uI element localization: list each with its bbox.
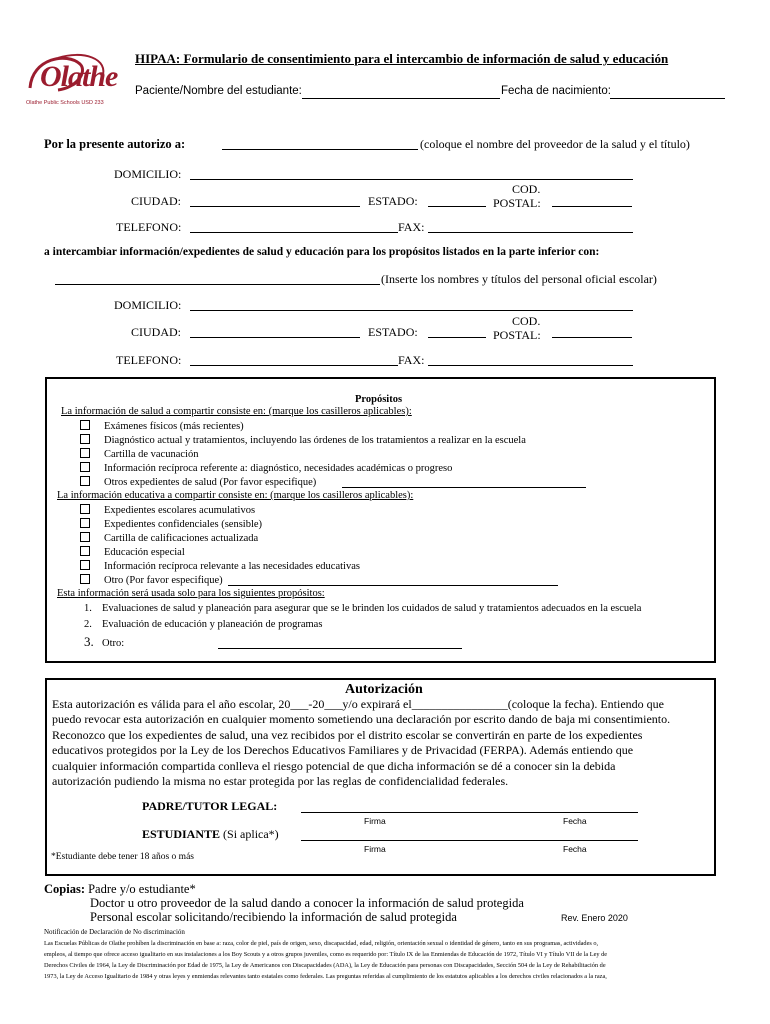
dob-label: Fecha de nacimiento: [501, 85, 611, 97]
health-checkbox-other[interactable] [80, 476, 90, 486]
copies-item: Doctor u otro proveedor de la salud dando a conocer la información de salud protegida [90, 896, 524, 910]
copies-section: Copias: Padre y/o estudiante* [44, 882, 196, 896]
health-item: Información recíproca referente a: diagnóstico, necesidades académicas o progreso [80, 462, 452, 474]
school-official-field[interactable] [55, 284, 380, 285]
nondiscrimination-text: Las Escuelas Públicas de Olathe prohíben la discriminación en base a: raza, color de piel, país de origen, sexo, discapacidad, edad, religión, orientación sexual o identidad de género, tanto en sus programas, actividades o, empleos, al tiempo que ofrece acceso igualitario en sus instalaciones a los Boy Scouts y a otros grupos juveniles, como es requerido por: Título IX de las Enmiendas de Educación de 1972, Título VI y Título VII de la Ley de Derechos Civiles de 1964, la Ley de Discriminación por Edad de 1975, la Ley de Americanos con Discapacidades (ADA), la Ley de Educación para personas con Discapacidades, Sección 504 de la Ley de Rehabilitación de 1973, la Ley de Acceso Igualitario de 1984 y otras leyes y enmiendas relevantes tanto estatales como federales. Las preguntas referidas al cumplimiento de los estatutos aplicables a los derechos civiles relacionados a la raza, [44, 940, 608, 980]
student-firma-caption: Firma [364, 844, 386, 854]
use-item: 2. Evaluación de educación y planeación de programas [84, 619, 323, 630]
provider-zip-field[interactable] [552, 206, 632, 207]
provider-zip-label-2: POSTAL: [493, 196, 541, 210]
provider-state-field[interactable] [428, 206, 486, 207]
school-phone-label: TELEFONO: [116, 353, 182, 367]
edu-checkbox-confidential[interactable] [80, 518, 90, 528]
edu-checkbox-report-card[interactable] [80, 532, 90, 542]
edu-checkbox-cumulative[interactable] [80, 504, 90, 514]
health-item: Otros expedientes de salud (Por favor especifique) [80, 476, 316, 488]
school-zip-field[interactable] [552, 337, 632, 338]
provider-address-label: DOMICILIO: [114, 167, 182, 181]
revision-label: Rev. Enero 2020 [561, 913, 628, 923]
school-state-field[interactable] [428, 337, 486, 338]
guardian-signature-field[interactable] [301, 812, 638, 813]
authorization-title: Autorización [345, 682, 423, 697]
school-address-field[interactable] [190, 310, 633, 311]
school-city-field[interactable] [190, 337, 360, 338]
provider-state-label: ESTADO: [368, 194, 418, 208]
health-info-heading: La información de salud a compartir consiste en: (marque los casilleros aplicables): [61, 406, 412, 417]
provider-hint: (coloque el nombre del proveedor de la salud y el título) [420, 137, 690, 151]
guardian-label: PADRE/TUTOR LEGAL: [142, 799, 278, 813]
copies-item: Personal escolar solicitando/recibiendo la información de salud protegida [90, 910, 457, 924]
provider-zip-label-1: COD. [512, 182, 541, 196]
edu-item: Cartilla de calificaciones actualizada [80, 532, 258, 544]
provider-city-field[interactable] [190, 206, 360, 207]
school-zip-label-2: POSTAL: [493, 328, 541, 342]
edu-item: Expedientes confidenciales (sensible) [80, 518, 262, 530]
provider-phone-field[interactable] [190, 232, 398, 233]
provider-city-label: CIUDAD: [131, 194, 181, 208]
provider-name-field[interactable] [222, 149, 418, 150]
edu-item: Información recíproca relevante a las necesidades educativas [80, 560, 360, 572]
health-item: Exámenes físicos (más recientes) [80, 420, 244, 432]
health-checkbox-physical[interactable] [80, 420, 90, 430]
edu-item: Otro (Por favor especifique) [80, 574, 223, 586]
logo-wordmark: Olathe [40, 60, 118, 93]
health-other-field[interactable] [342, 487, 586, 488]
authorize-label: Por la presente autorizo a: [44, 137, 186, 151]
student-fecha-caption: Fecha [563, 844, 587, 854]
school-zip-label-1: COD. [512, 314, 541, 328]
edu-info-heading: La información educativa a compartir consiste en: (marque los casilleros aplicables): [57, 490, 414, 501]
edu-checkbox-special-ed[interactable] [80, 546, 90, 556]
patient-name-field[interactable] [302, 98, 500, 99]
health-item: Diagnóstico actual y tratamientos, incluyendo las órdenes de los tratamientos a realizar en la escuela [80, 434, 526, 446]
school-city-label: CIUDAD: [131, 325, 181, 339]
edu-item: Educación especial [80, 546, 185, 558]
authorization-text: Esta autorización es válida para el año escolar, 20___-20___y/o expirará el________________(coloque la fecha). Entiendo que puedo revocar esta autorización en cualquier momento sometiendo una declaración por escrito dando de baja mi consentimiento. Reconozco que los expedientes de salud, una vez recibidos por el distrito escolar se convertirán en parte de los expedientes educativos protegidos por la Ley de los Derechos Educativos Familiares y de Privacidad (FERPA). Además entiendo que cualquier información compartida conlleva el riesgo potencial de que dicha información se dé a conocer sin la debida autorización pudiendo la misma no estar protegida por las reglas de confidencialidad federales. [52, 697, 671, 789]
provider-fax-field[interactable] [428, 232, 633, 233]
purposes-title: Propósitos [355, 394, 403, 405]
guardian-firma-caption: Firma [364, 816, 386, 826]
patient-name-label: Paciente/Nombre del estudiante: [135, 85, 302, 97]
health-checkbox-vaccination[interactable] [80, 448, 90, 458]
edu-item: Expedientes escolares acumulativos [80, 504, 255, 516]
dob-field[interactable] [610, 98, 725, 99]
guardian-fecha-caption: Fecha [563, 816, 587, 826]
school-state-label: ESTADO: [368, 325, 418, 339]
use-item: 1. Evaluaciones de salud y planeación para asegurar que se le brinden los cuidados de salud y tratamientos adecuados en la escuela [84, 603, 642, 614]
use-item: 3. Otro: [84, 634, 125, 649]
district-logo [22, 48, 120, 110]
edu-checkbox-reciprocal[interactable] [80, 560, 90, 570]
use-other-field[interactable] [218, 648, 462, 649]
page-title: HIPAA: Formulario de consentimiento para el intercambio de información de salud y educación [135, 51, 669, 66]
edu-checkbox-other[interactable] [80, 574, 90, 584]
exchange-label: a intercambiar información/expedientes de salud y educación para los propósitos listados en la parte inferior con: [44, 246, 600, 258]
nondiscrimination-title: Notificación de Declaración de No discriminación [44, 928, 185, 936]
health-checkbox-reciprocal[interactable] [80, 462, 90, 472]
student-label: ESTUDIANTE (Si aplica*) [142, 827, 279, 841]
provider-fax-label: FAX: [398, 220, 425, 234]
health-checkbox-diagnosis[interactable] [80, 434, 90, 444]
use-heading: Esta información será usada solo para los siguientes propósitos: [57, 588, 325, 599]
provider-address-field[interactable] [190, 179, 633, 180]
logo-subtitle: Olathe Public Schools USD 233 [26, 100, 104, 106]
school-phone-field[interactable] [190, 365, 398, 366]
health-item: Cartilla de vacunación [80, 448, 198, 460]
school-official-hint: (Inserte los nombres y títulos del personal oficial escolar) [381, 272, 657, 286]
school-fax-label: FAX: [398, 353, 425, 367]
school-address-label: DOMICILIO: [114, 298, 182, 312]
provider-phone-label: TELEFONO: [116, 220, 182, 234]
school-fax-field[interactable] [428, 365, 633, 366]
edu-other-field[interactable] [228, 585, 558, 586]
student-signature-field[interactable] [301, 840, 638, 841]
age-footnote: *Estudiante debe tener 18 años o más [51, 852, 194, 862]
